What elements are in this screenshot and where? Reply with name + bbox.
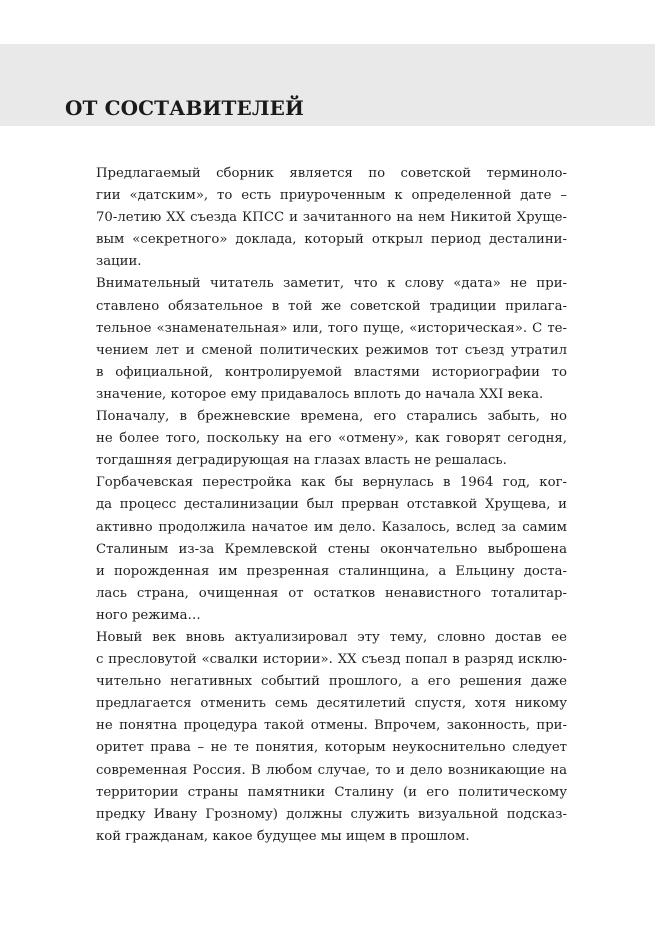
- text-line: Новый век вновь актуализировал эту тему, словно достав ее: [96, 629, 567, 645]
- text-line: чительно негативных событий прошлого, а его решения даже: [96, 674, 567, 690]
- text-line: современная Россия. В любом случае, то и дело возникающие на: [96, 762, 567, 778]
- text-line: Внимательный читатель заметит, что к слову «дата» не при-: [96, 276, 567, 292]
- text-line: чением лет и сменой политических режимов тот съезд утратил: [96, 342, 567, 358]
- text-line: зации.: [96, 254, 142, 270]
- text-line: предлагается отменить семь десятилетий спустя, хотя никому: [96, 696, 567, 712]
- text-line: значение, которое ему придавалось вплоть до начала XXI века.: [96, 386, 544, 402]
- text-line: кой гражданам, какое будущее мы ищем в прошлом.: [96, 828, 470, 844]
- text-line: тогдашняя деградирующая на глазах власть не решалась.: [96, 453, 507, 469]
- text-line: не более того, поскольку на его «отмену», как говорят сегодня,: [96, 431, 567, 447]
- paragraph: [65, 627, 567, 848]
- text-line: ставлено обязательное в той же советской традиции прилага-: [96, 298, 567, 314]
- text-line: Сталиным из-за Кремлевской стены окончательно выброшена: [96, 541, 567, 557]
- text-line: лась страна, очищенная от остатков ненавистного тоталитар-: [96, 585, 567, 601]
- text-line: Поначалу, в брежневские времена, его старались забыть, но: [96, 409, 567, 425]
- paragraph: [65, 406, 567, 472]
- text-line: Предлагаемый сборник является по советской терминоло-: [96, 166, 567, 181]
- text-line: 70-летию ХХ съезда КПСС и зачитанного на нем Никитой Хруще-: [96, 210, 567, 226]
- text-line: предку Ивану Грозному) должны служить визуальной подсказ-: [96, 806, 567, 822]
- text-line: оритет права – не те понятия, которым неукоснительно следует: [96, 740, 567, 756]
- text-line: гии «датским», то есть приуроченным к определенной дате –: [96, 188, 567, 204]
- text-line: Горбачевская перестройка как бы вернулась в 1964 год, ког-: [96, 475, 567, 491]
- paragraph: [65, 163, 567, 273]
- text-line: тельное «знаменательная» или, того пуще, «историческая». С те-: [96, 320, 567, 336]
- text-line: вым «секретного» доклада, который открыл период десталини-: [96, 232, 567, 248]
- text-line: не понятна процедура такой отмены. Впрочем, законность, при-: [96, 718, 567, 734]
- text-line: да процесс десталинизации был прерван отставкой Хрущева, и: [96, 497, 567, 513]
- text-line: территории страны памятники Сталину (и его политическому: [96, 784, 567, 800]
- body-text: [65, 163, 567, 848]
- paragraph: [65, 273, 567, 406]
- text-line: ного режима…: [96, 607, 201, 623]
- text-line: в официальной, контролируемой властями историографии то: [96, 364, 567, 380]
- text-line: и порожденная им презренная сталинщина, а Ельцину доста-: [96, 563, 567, 579]
- text-line: активно продолжила начатое им дело. Казалось, вслед за самим: [96, 519, 567, 535]
- text-line: с пресловутой «свалки истории». ХХ съезд попал в разряд исклю-: [96, 652, 567, 668]
- page-title: ОТ СОСТАВИТЕЛЕЙ: [65, 96, 304, 120]
- paragraph: [65, 472, 567, 627]
